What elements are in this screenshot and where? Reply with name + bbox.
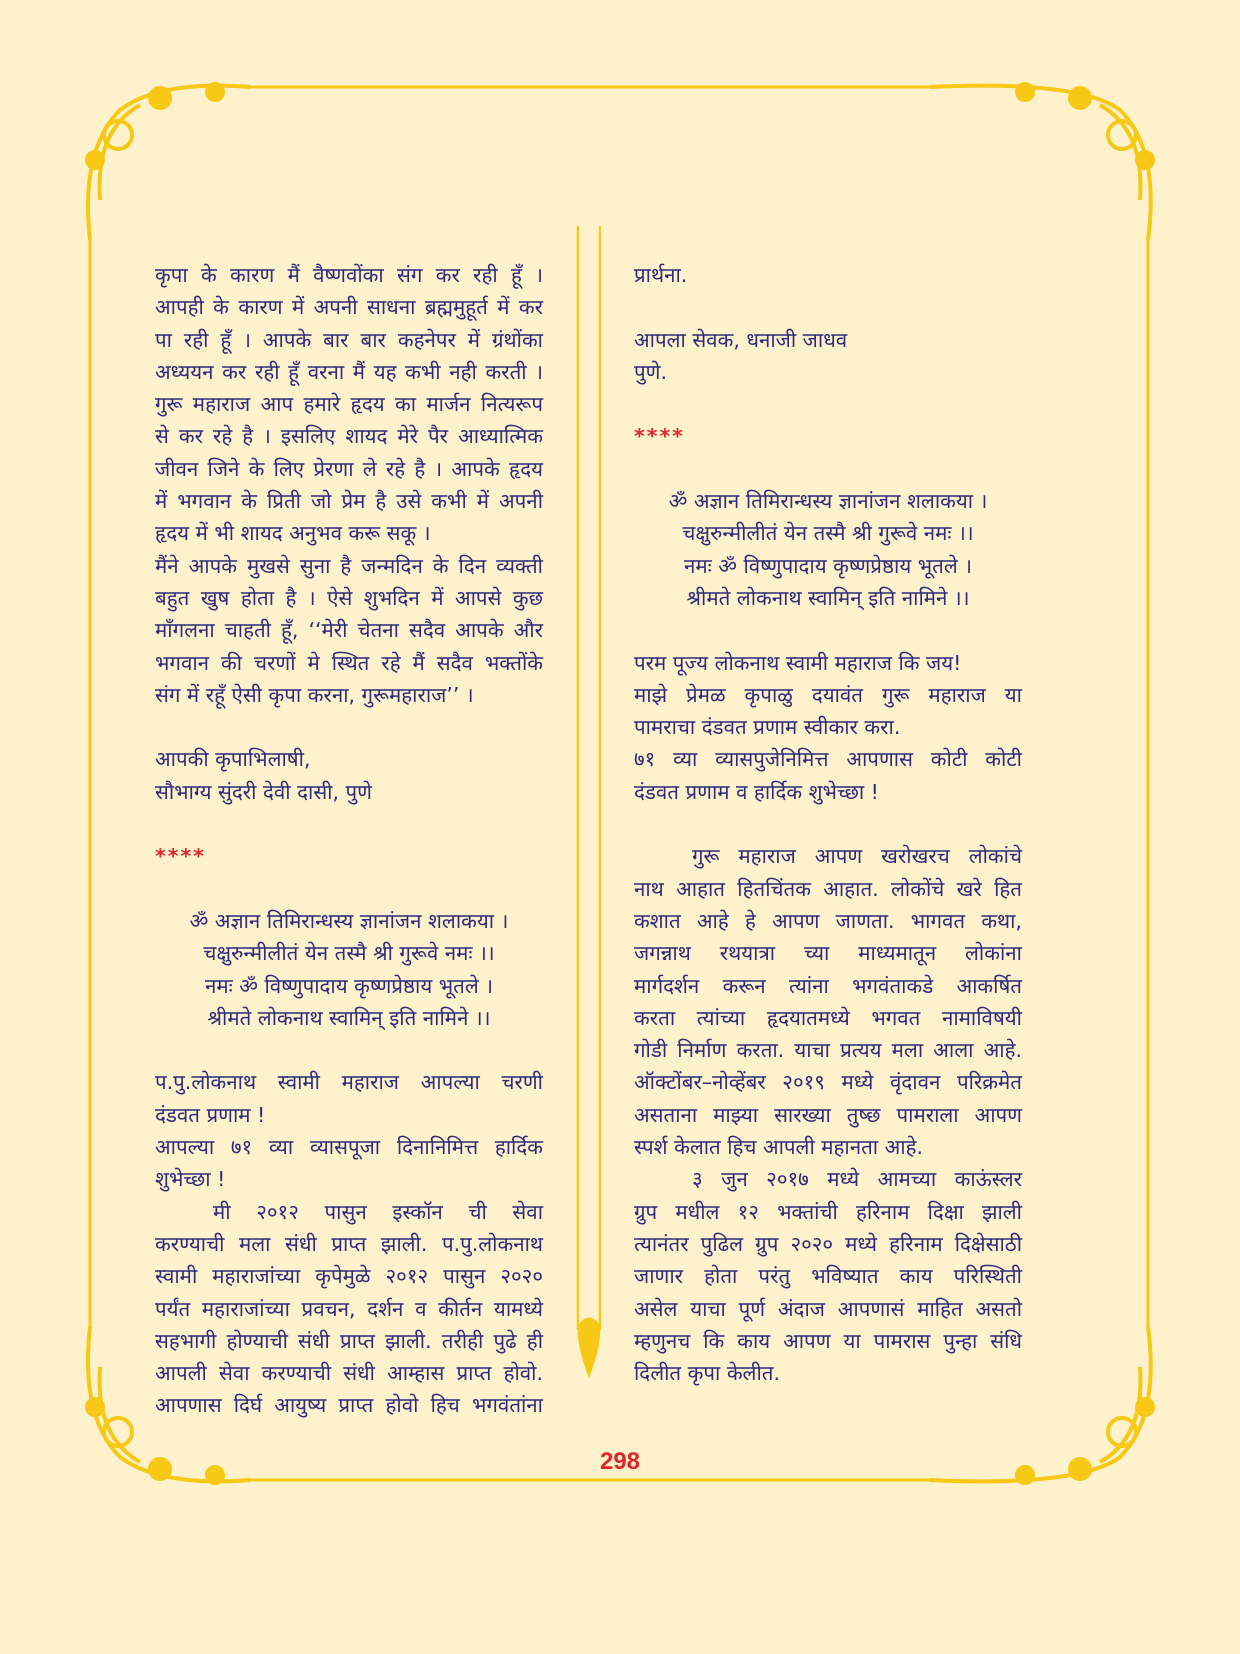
corner-ornament-top-right [930,84,1153,240]
text-line: असेल याचा पूर्ण अंदाज आपणासं माहित असतो [634,1296,1022,1321]
blank-line [634,614,1022,646]
text-line: पा रही हूँ । आपके बार बार कहनेपर में ग्रंथोंका [155,327,543,352]
text-line: से कर रहे है । इसलिए शायद मेरे पैर आध्यात्मिक [155,424,543,449]
text-line: दंडवत प्रणाम व हार्दिक शुभेच्छा ! [634,779,879,804]
divider-drop-ornament [578,1318,601,1379]
text-line: नाथ आहात हितचिंतक आहात. लोकोंचे खरे हित [634,876,1022,901]
text-line: ३ जुन २०१७ मध्ये आमच्या काऊंस्लर [692,1167,1022,1192]
text-line: करता त्यांच्या हृदयातमध्ये भगवत नामाविषयी [634,1005,1022,1030]
section-separator-stars: **** [155,844,206,869]
shloka-line: ॐ अज्ञान तिमिरान्धस्य ज्ञानांजन शलाकया । [189,908,509,933]
text-line: में भगवान के प्रिती जो प्रेम है उसे कभी में अपनी [155,489,543,514]
shloka-line: चक्षुरुन्मीलीतं येन तस्मै श्री गुरूवे नमः ।। [203,941,495,966]
text-line: शुभेच्छा ! [155,1167,226,1192]
text-line: कृपा के कारण मैं वैष्णवोंका संग कर रही हूँ । [155,263,543,287]
text-line: माझे प्रेमळ कृपाळु दयावंत गुरू महाराज या [634,682,1022,707]
text-line: पुणे. [634,359,667,384]
text-line: आपकी कृपाभिलाषी, [155,747,311,772]
text-line: ऑक्टोंबर–नोव्हेंबर २०१९ मध्ये वृंदावन परिक्रमेत [634,1070,1022,1095]
text-line: प्रार्थना. [634,263,688,287]
text-line: हृदय में भी शायद अनुभव करू सकू । [155,521,431,546]
text-line: ७१ व्या व्यासपुजेनिमित्त आपणास कोटी कोटी [634,747,1022,772]
text-line: मी २०१२ पासुन इस्कॉन ची सेवा [213,1199,543,1224]
blank-line [155,873,543,905]
text-line: जाणार होता परंतु भविष्यात काय परिस्थिती [634,1264,1022,1289]
text-line: परम पूज्य लोकनाथ स्वामी महाराज कि जय! [634,650,962,675]
blank-line [634,808,1022,840]
text-line: जगन्नाथ रथयात्रा च्या माध्यमातून लोकांना [634,941,1022,966]
corner-ornament-top-left [87,84,250,240]
text-line: सहभागी होण्याची संधी प्राप्त झाली. तरीही पुढे ही [155,1328,543,1353]
text-line: सौभाग्य सुंदरी देवी दासी, पुणे [155,779,372,804]
text-line: दंडवत प्रणाम ! [155,1102,266,1127]
shloka-line: नमः ॐ विष्णुपादाय कृष्णप्रेष्ठाय भूतले । [683,553,973,578]
shloka-line: चक्षुरुन्मीलीतं येन तस्मै श्री गुरूवे नमः ।। [682,521,974,546]
blank-line [155,808,543,840]
text-line: गुरू महाराज आपण खरोखरच लोकांचे [692,844,1022,869]
text-line: स्पर्श केलात हिच आपली महानता आहे. [634,1135,923,1160]
blank-line [634,388,1022,420]
text-line: प.पु.लोकनाथ स्वामी महाराज आपल्या चरणी [155,1070,543,1095]
shloka-line: श्रीमते लोकनाथ स्वामिन् इति नामिने ।। [686,585,970,610]
text-line: करण्याची मला संधी प्राप्त झाली. प.पु.लोकनाथ [155,1231,543,1256]
shloka-line: नमः ॐ विष्णुपादाय कृष्णप्रेष्ठाय भूतले । [204,973,494,998]
text-line: गोडी निर्माण करता. याचा प्रत्यय मला आला आहे. [634,1038,1022,1063]
right-column [634,259,1022,1389]
blank-line [155,711,543,743]
shloka-line: ॐ अज्ञान तिमिरान्धस्य ज्ञानांजन शलाकया । [668,489,988,514]
text-line: आपणास दिर्घ आयुष्य प्राप्त होवो हिच भगवंतांना [155,1393,543,1418]
text-line: पर्यंत महाराजांच्या प्रवचन, दर्शन व कीर्तन यामध्ये [155,1296,543,1321]
text-line: त्यानंतर पुढिल ग्रुप २०२० मध्ये हरिनाम दिक्षेसाठी [634,1231,1022,1256]
text-line: मैंने आपके मुखसे सुना है जन्मदिन के दिन व्यक्ती [155,553,543,578]
text-line: आपल्या ७१ व्या व्यासपूजा दिनानिमित्त हार्दिक [155,1135,543,1160]
text-line: संग में रहूँ ऐसी कृपा करना, गुरूमहाराज’’ । [155,682,474,707]
text-line: जीवन जिने के लिए प्रेरणा ले रहे है । आपके हृदय [155,456,543,481]
blank-line [634,453,1022,485]
text-line: कशात आहे हे आपण जाणता. भागवत कथा, [634,908,1022,933]
text-line: दिलीत कृपा केलीत. [634,1361,780,1386]
text-line: मार्गदर्शन करून त्यांना भगवंताकडे आकर्षित [634,973,1022,998]
text-line: अध्ययन कर रही हूँ वरना मैं यह कभी नही करती । [155,359,543,384]
text-line: गुरू महाराज आप हमारे हृदय का मार्जन नित्यरूप [155,392,543,417]
text-line: बहुत खुष होता है । ऐसे शुभदिन में आपसे कुछ [155,585,543,610]
shloka-line: श्रीमते लोकनाथ स्वामिन् इति नामिने ।। [207,1005,491,1030]
text-line: ग्रुप मधील १२ भक्तांची हरिनाम दिक्षा झाली [634,1199,1022,1224]
text-line: स्वामी महाराजांच्या कृपेमुळे २०१२ पासुन २०२० [155,1264,543,1289]
text-line: भगवान की चरणों मे स्थित रहे मैं सदैव भक्तोंके [155,650,543,675]
text-line: असताना माझ्या सारख्या तुष्छ पामराला आपण [634,1102,1022,1127]
blank-line [634,291,1022,323]
blank-line [155,1034,543,1066]
text-line: म्हणुनच कि काय आपण या पामरास पुन्हा संधि [634,1328,1022,1353]
section-separator-stars: **** [634,424,685,449]
left-column [155,259,543,1422]
text-line: माँगलना चाहती हूँ, ‘‘मेरी चेतना सदैव आपके और [155,618,543,643]
text-line: आपला सेवक, धनाजी जाधव [634,327,848,352]
text-line: आपली सेवा करण्याची संधी आम्हास प्राप्त होवो. [155,1361,543,1386]
text-line: पामराचा दंडवत प्रणाम स्वीकार करा. [634,715,901,740]
text-line: आपही के कारण में अपनी साधना ब्रह्ममुहूर्त में कर [155,295,543,320]
page-number: 298 [599,1448,641,1475]
